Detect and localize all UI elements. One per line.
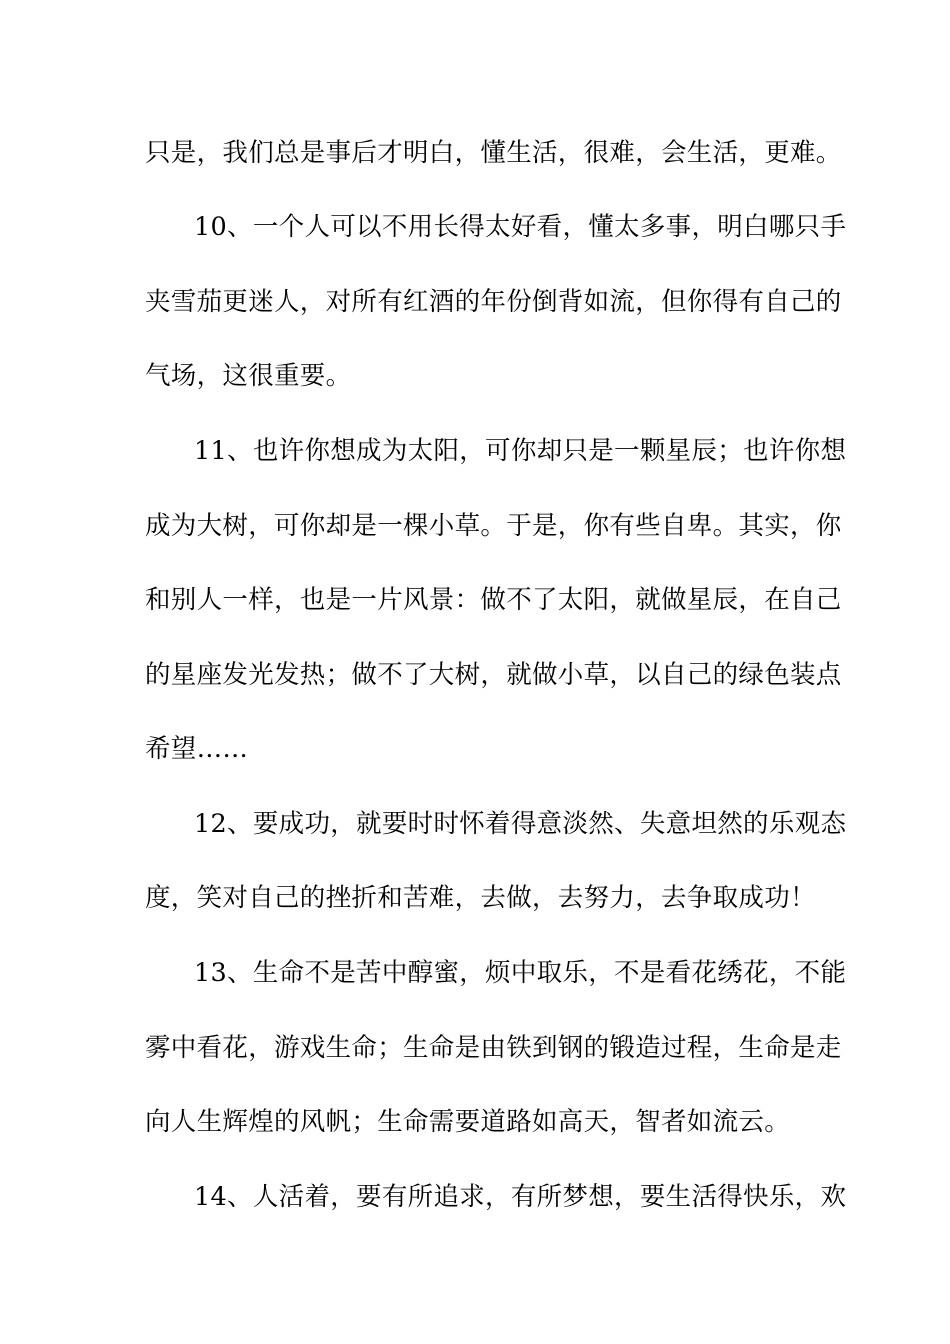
paragraph-11-start: 11、也许你想成为太阳，可你却只是一颗星辰；也许你想 xyxy=(194,436,847,466)
text-line: 度，笑对自己的挫折和苦难，去做，去努力，去争取成功！ xyxy=(145,883,816,913)
paragraph-13-start: 13、生命不是苦中醇蜜，烦中取乐，不是看花绣花，不能 xyxy=(194,958,847,988)
text-line: 只是，我们总是事后才明白，懂生活，很难，会生活，更难。 xyxy=(145,138,842,168)
paragraph-14-start: 14、人活着，要有所追求，有所梦想，要生活得快乐，欢 xyxy=(194,1182,847,1212)
text-line: 向人生辉煌的风帆；生命需要道路如高天，智者如流云。 xyxy=(145,1107,791,1137)
text-line: 气场，这很重要。 xyxy=(145,361,352,391)
text-line: 夹雪茄更迷人，对所有红酒的年份倒背如流，但你得有自己的 xyxy=(145,287,842,317)
text-line: 成为大树，可你却是一棵小草。于是，你有些自卑。其实，你 xyxy=(145,511,842,541)
text-line: 雾中看花，游戏生命；生命是由铁到钢的锻造过程，生命是走 xyxy=(145,1033,842,1063)
text-line: 的星座发光发热；做不了大树，就做小草，以自己的绿色装点 xyxy=(145,660,842,690)
paragraph-12-start: 12、要成功，就要时时怀着得意淡然、失意坦然的乐观态 xyxy=(194,809,847,839)
text-line: 和别人一样，也是一片风景：做不了太阳，就做星辰，在自己 xyxy=(145,585,842,615)
text-line: 希望…… xyxy=(145,734,249,764)
paragraph-10-start: 10、一个人可以不用长得太好看，懂太多事，明白哪只手 xyxy=(194,212,847,242)
